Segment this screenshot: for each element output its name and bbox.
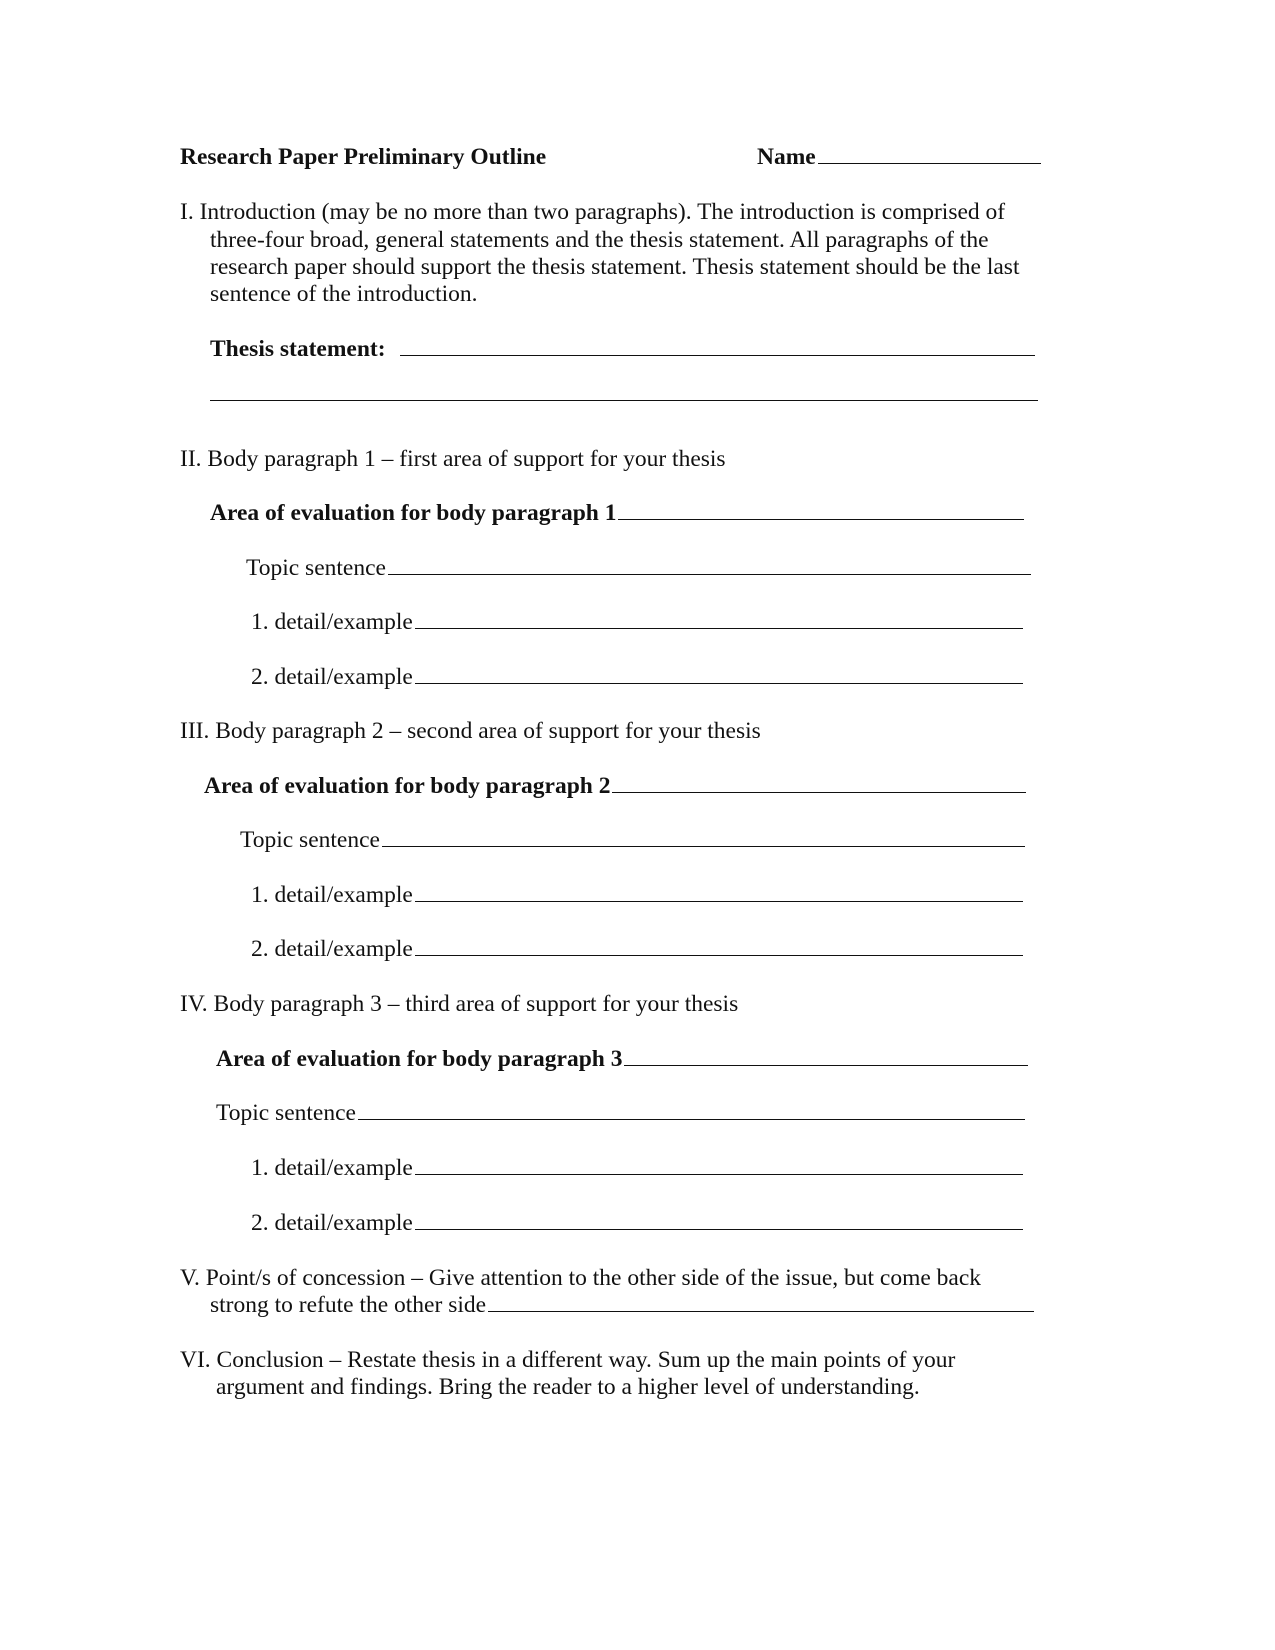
body3-heading: IV. Body paragraph 3 – third area of support for your thesis: [180, 991, 739, 1017]
body2-area-field: [204, 775, 1026, 799]
body2-topic-label: Topic sentence: [240, 827, 380, 853]
body1-heading: II. Body paragraph 1 – first area of support for your thesis: [180, 446, 726, 472]
body3-area-field: [216, 1048, 1028, 1072]
body1-area-field: [210, 502, 1024, 526]
body1-topic-blank[interactable]: [388, 574, 1031, 575]
concession-blank[interactable]: [488, 1311, 1034, 1312]
body3-detail2-blank[interactable]: [415, 1229, 1023, 1230]
body2-topic-field: [240, 829, 1025, 853]
body1-area-blank[interactable]: [618, 519, 1024, 520]
body2-detail1-label: 1. detail/example: [251, 882, 413, 908]
concession-line-1: V. Point/s of concession – Give attention to the other side of the issue, but come back: [180, 1265, 982, 1291]
page-title: Research Paper Preliminary Outline: [180, 144, 547, 170]
body1-detail1-label: 1. detail/example: [251, 609, 413, 635]
intro-line-4: sentence of the introduction.: [210, 281, 478, 307]
body1-detail2-label: 2. detail/example: [251, 664, 413, 690]
body3-topic-field: [216, 1102, 1025, 1126]
conclusion-line-1: VI. Conclusion – Restate thesis in a different way. Sum up the main points of your: [180, 1347, 956, 1373]
body2-detail2-field: [251, 938, 1023, 962]
body1-topic-field: [246, 557, 1031, 581]
body2-area-blank[interactable]: [612, 792, 1026, 793]
name-blank[interactable]: [818, 163, 1041, 164]
intro-line-2: three-four broad, general statements and the thesis statement. All paragraphs of the: [210, 227, 989, 253]
name-field: [757, 146, 1041, 170]
body1-area-label: Area of evaluation for body paragraph 1: [210, 500, 617, 526]
body2-detail2-blank[interactable]: [415, 955, 1023, 956]
conclusion-line-2: argument and findings. Bring the reader to a higher level of understanding.: [216, 1374, 920, 1400]
body1-detail1-field: [251, 611, 1023, 635]
thesis-blank-1[interactable]: [400, 355, 1035, 356]
thesis-field: [210, 338, 1035, 362]
intro-line-3: research paper should support the thesis statement. Thesis statement should be the last: [210, 254, 1020, 280]
name-label: Name: [757, 144, 816, 170]
thesis-label: Thesis statement:: [210, 336, 386, 362]
body3-detail1-blank[interactable]: [415, 1174, 1023, 1175]
body3-detail2-label: 2. detail/example: [251, 1210, 413, 1236]
body2-topic-blank[interactable]: [382, 846, 1025, 847]
concession-line-2: strong to refute the other side: [210, 1292, 487, 1318]
body2-detail2-label: 2. detail/example: [251, 936, 413, 962]
body2-detail1-blank[interactable]: [415, 901, 1023, 902]
body2-detail1-field: [251, 884, 1023, 908]
concession-field: [210, 1294, 1034, 1318]
body3-area-label: Area of evaluation for body paragraph 3: [216, 1046, 623, 1072]
body3-detail1-label: 1. detail/example: [251, 1155, 413, 1181]
body2-heading: III. Body paragraph 2 – second area of support for your thesis: [180, 718, 761, 744]
body1-detail2-field: [251, 666, 1023, 690]
body1-detail2-blank[interactable]: [415, 683, 1023, 684]
body3-detail2-field: [251, 1212, 1023, 1236]
body3-area-blank[interactable]: [624, 1065, 1028, 1066]
body1-topic-label: Topic sentence: [246, 555, 386, 581]
thesis-blank-2[interactable]: [210, 400, 1038, 401]
intro-line-1: I. Introduction (may be no more than two paragraphs). The introduction is comprised of: [180, 199, 1006, 225]
body3-detail1-field: [251, 1157, 1023, 1181]
body1-detail1-blank[interactable]: [415, 628, 1023, 629]
body3-topic-blank[interactable]: [358, 1119, 1025, 1120]
body2-area-label: Area of evaluation for body paragraph 2: [204, 773, 611, 799]
body3-topic-label: Topic sentence: [216, 1100, 356, 1126]
